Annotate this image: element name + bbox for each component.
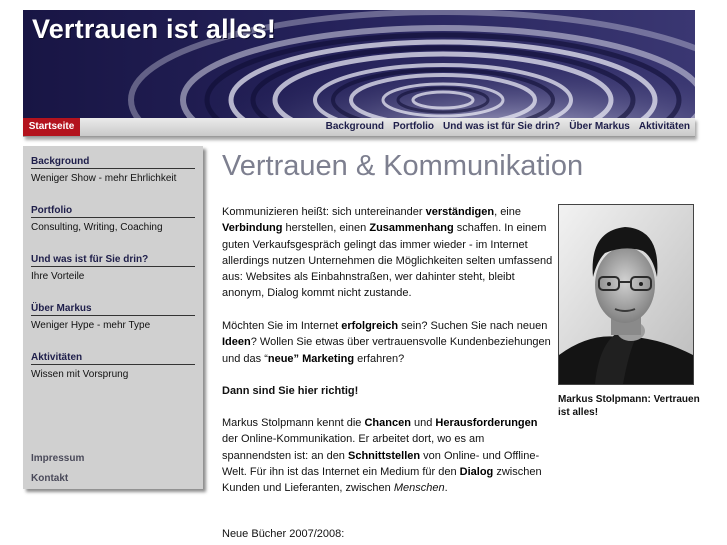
- about-bold-3: Schnittstellen: [347, 449, 421, 462]
- intro-text-4: schaffen. In einem guten Verkaufsgespräch gelingt das immer wieder - im Internet allerdings nutzen Unternehmen die Möglichkeiten selten umfassend aus: Websites als Einbahnstraßen, wer dahinter steht, bleibt anonym, Dialog kommt nicht zustande.: [222, 222, 553, 300]
- nav-links: [326, 118, 690, 136]
- portrait-image: [559, 205, 693, 384]
- question-text-2: sein? Suchen Sie nach neuen: [398, 320, 548, 332]
- question-text-3: ? Wollen Sie etwas über vertrauensvolle Kundenbeziehungen und das “: [222, 336, 551, 365]
- about-text-2: und: [410, 417, 436, 429]
- sidebar: [23, 146, 203, 489]
- nav-link-activities[interactable]: Aktivitäten: [638, 121, 690, 132]
- intro-bold-1: verständigen: [425, 206, 495, 218]
- sidebar-section-activities: [31, 352, 195, 380]
- intro-bold-2: Verbindung: [222, 222, 283, 235]
- nav-link-background[interactable]: Background: [325, 121, 384, 132]
- callout-paragraph: Dann sind Sie hier richtig!: [222, 385, 359, 397]
- nav-link-about[interactable]: Über Markus: [569, 121, 630, 132]
- portrait-photo: [558, 204, 694, 385]
- nav-link-portfolio[interactable]: Portfolio: [392, 121, 435, 132]
- question-text-1: Möchten Sie im Internet: [222, 320, 342, 332]
- question-paragraph: [222, 318, 554, 367]
- header-banner: [23, 10, 695, 118]
- intro-text-3: herstellen, einen: [282, 222, 370, 235]
- about-bold-2: Herausforderungen: [435, 417, 538, 429]
- question-bold-4: Marketing: [302, 352, 355, 365]
- intro-bold-3: Zusammenhang: [369, 222, 454, 235]
- about-italic-1: Menschen: [393, 482, 445, 495]
- sidebar-section-about: [31, 303, 195, 331]
- question-bold-2: Ideen: [222, 336, 251, 349]
- sidebar-item-benefits[interactable]: Ihre Vorteile: [31, 271, 85, 282]
- about-text-1: Markus Stolpmann kennt die: [222, 417, 365, 429]
- site-title: Vertrauen ist alles!: [32, 14, 277, 44]
- question-bold-1: erfolgreich: [341, 320, 399, 332]
- sidebar-heading-portfolio[interactable]: Portfolio: [31, 205, 195, 218]
- sidebar-item-portfolio[interactable]: Consulting, Writing, Coaching: [31, 222, 163, 233]
- sidebar-heading-activities[interactable]: Aktivitäten: [31, 352, 195, 365]
- sidebar-heading-background[interactable]: Background: [31, 156, 195, 169]
- sidebar-item-background[interactable]: Weniger Show - mehr Ehrlichkeit: [31, 173, 177, 184]
- question-text-5: erfahren?: [354, 352, 405, 365]
- about-text-3: der Online-Kommunikation. Er arbeitet dort, wo es am spannendsten ist: an den: [222, 433, 485, 462]
- photo-caption: Markus Stolpmann: Vertrauen ist alles!: [558, 394, 700, 418]
- main-navigation: [23, 118, 695, 137]
- sidebar-link-impressum[interactable]: Impressum: [31, 453, 85, 464]
- about-text-6: .: [444, 482, 448, 495]
- nav-link-benefits[interactable]: Und was ist für Sie drin?: [443, 121, 561, 132]
- sidebar-heading-benefits[interactable]: Und was ist für Sie drin?: [31, 254, 195, 267]
- sidebar-link-kontakt[interactable]: Kontakt: [31, 473, 69, 484]
- sidebar-section-benefits: [31, 254, 195, 282]
- intro-text-2: , eine: [494, 206, 521, 218]
- sidebar-section-background: [31, 156, 195, 184]
- books-heading: Neue Bücher 2007/2008:: [222, 528, 345, 540]
- sidebar-item-about[interactable]: Weniger Hype - mehr Type: [31, 320, 151, 331]
- sidebar-section-portfolio: [31, 205, 195, 233]
- about-text-5: zwischen Kunden und Lieferanten, zwischen: [222, 465, 542, 495]
- nav-home-link[interactable]: Startseite: [23, 118, 80, 136]
- question-bold-3: neue”: [267, 352, 300, 365]
- intro-text-1: Kommunizieren heißt: sich untereinander: [222, 206, 426, 218]
- about-text-4: von Online- und Offline-Welt. Für ihn ist das Internet ein Medium für den: [222, 449, 540, 478]
- about-bold-1: Chancen: [364, 417, 411, 429]
- intro-paragraph: [222, 204, 554, 302]
- sidebar-item-activities[interactable]: Wissen mit Vorsprung: [31, 369, 129, 380]
- page-title: Vertrauen & Kommunikation: [222, 150, 584, 182]
- about-paragraph: [222, 415, 554, 496]
- sidebar-heading-about[interactable]: Über Markus: [31, 303, 195, 316]
- about-bold-4: Dialog: [459, 465, 494, 478]
